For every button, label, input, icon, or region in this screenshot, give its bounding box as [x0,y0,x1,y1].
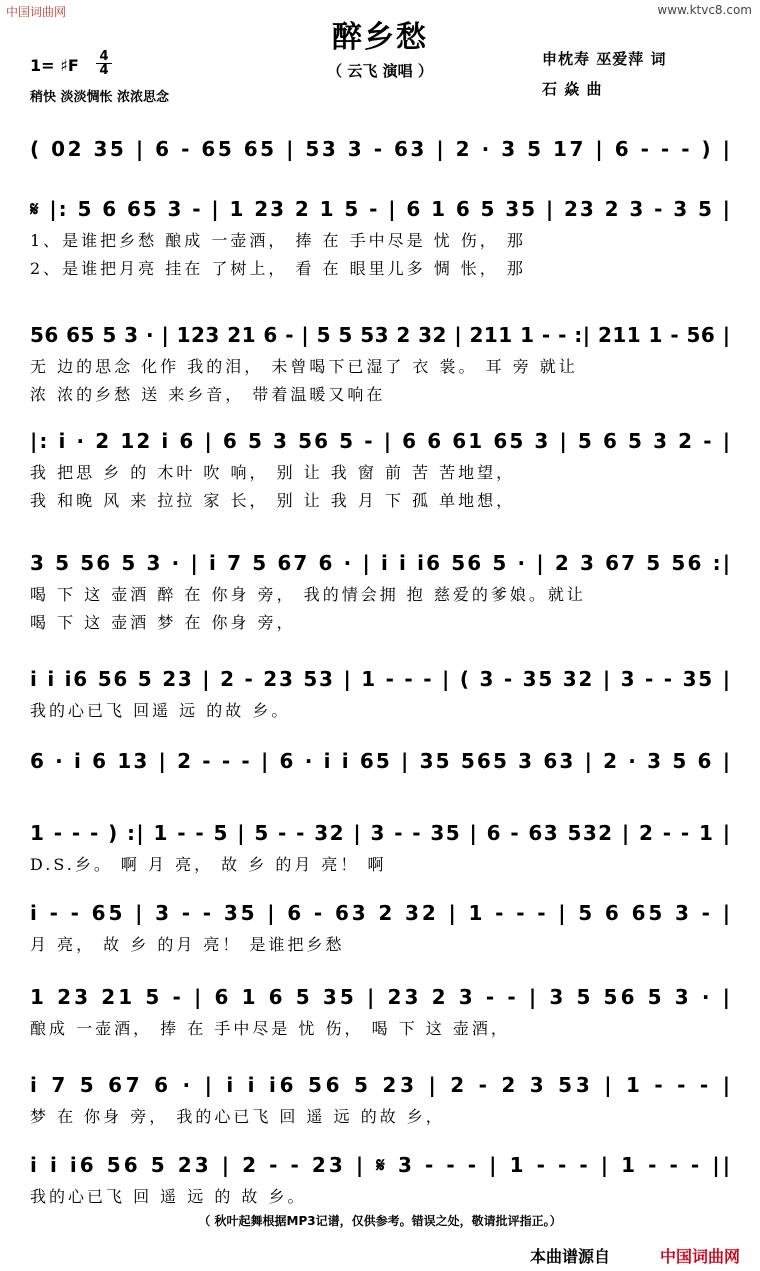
notation-row [30,424,732,458]
notation-row [30,816,732,850]
notation-row [30,318,732,352]
lyric-row: 喝 下 这 壶酒 梦 在 你身 旁， [30,613,296,632]
lyric-row: 酿成 一壶酒， 捧 在 手中尽是 忧 伤， 喝 下 这 壶酒， [30,1019,510,1038]
notation-row [30,1148,732,1182]
notation-row [30,1068,732,1102]
score-line [30,1068,732,1130]
notation-text: 1 23 21 5 - | 6 1 6 5 35 | 23 2 3 - - | 3 5 56 5 3 · | [30,985,730,1009]
time-signature-top: 4 [99,49,109,64]
notation-row [30,546,732,580]
notation-text: i - - 65 | 3 - - 35 | 6 - 63 2 32 | 1 - - - | 5 6 65 3 - | [30,901,731,925]
lyric-row: 浓 浓的乡愁 送 来乡音， 带着温暖又响在 [30,385,386,404]
notation-row [30,980,732,1014]
lyric-row: 无 边的思念 化作 我的泪， 未曾喝下已湿了 衣 裳。 耳 旁 就让 [30,357,578,376]
notation-text: i 7 5 67 6 · | i i i6 56 5 23 | 2 - 2 3 53 | 1 - - - | [30,1073,731,1097]
score-line [30,662,732,724]
notation-row [30,662,732,696]
composer-credit: 石 焱 曲 [542,80,603,98]
notation-text: ( 02 35 | 6 - 65 65 | 53 3 - 63 | 2 · 3 5 17 | 6 - - - ) | [30,137,730,161]
notation-text: i i i6 56 5 23 | 2 - 23 53 | 1 - - - | ( 3 - 35 32 | 3 - - 35 | [30,667,731,691]
notation-text: 56 65 5 3 · | 123 21 6 - | 5 5 53 2 32 | 211 1 - - :| 211 1 - 56 | [30,323,730,347]
notation-text: 𝄋 |: 5 6 65 3 - | 1 23 2 1 5 - | 6 1 6 5 35 | 23 2 3 - 3 5 | [30,197,730,221]
notation-text: 1 - - - ) :| 1 - - 5 | 5 - - 32 | 3 - - 35 | 6 - 63 532 | 2 - - 1 | [30,821,730,845]
score-line [30,896,732,958]
score-line [30,744,732,778]
score-line [30,424,732,514]
tempo-marking: 稍快 淡淡惆怅 浓浓思念 [30,90,170,105]
notation-text: 3 5 56 5 3 · | i 7 5 67 6 · | i i i6 56 5 · | 2 3 67 5 56 :| [30,551,731,575]
score-line [30,1148,732,1210]
source-label: 本曲谱源自 [529,1247,610,1266]
lyric-row: 2、是谁把月亮 挂在 了树上， 看 在 眼里儿多 惆 怅， 那 [30,259,526,278]
notation-row [30,744,732,778]
notation-text: i i i6 56 5 23 | 2 - - 23 | 𝄋 3 - - - | 1 - - - | 1 - - - || [30,1153,731,1177]
score-line [30,980,732,1042]
lyric-row: 喝 下 这 壶酒 醉 在 你身 旁， 我的情会拥 抱 慈爱的爹娘。就让 [30,585,586,604]
lyric-row: 我的心已飞 回 遥 远 的 故 乡。 [30,1187,307,1206]
watermark-right: www.ktvc8.com [657,3,752,17]
singer-credit: （ 云飞 演唱 ） [327,62,433,80]
time-signature [96,50,112,77]
time-signature-bottom: 4 [96,63,112,77]
score-line [30,546,732,636]
score-line [30,816,732,878]
notation-text: 6 · i 6 13 | 2 - - - | 6 · i i 65 | 35 565 3 63 | 2 · 3 5 6 | [30,749,731,773]
watermark-left: 中国词曲网 [6,5,67,19]
notation-row [30,132,732,166]
score-line [30,192,732,282]
lyric-row: 梦 在 你身 旁， 我的心已飞 回 遥 远 的故 乡， [30,1107,445,1126]
brand-name: 中国词曲网 [659,1247,740,1266]
notation-text: |: i · 2 12 i 6 | 6 5 3 56 5 - | 6 6 61 65 3 | 5 6 5 3 2 - | [30,429,730,453]
key-signature: 1= ♯F [30,56,79,75]
lyric-row: 我 和晚 风 来 拉拉 家 长， 别 让 我 月 下 孤 单地想， [30,491,516,510]
footnote: （ 秋叶起舞根据MP3记谱，仅供参考。错误之处，敬请批评指正。） [198,1214,562,1228]
notation-row [30,192,732,226]
lyric-row: 我 把思 乡 的 木叶 吹 响， 别 让 我 窗 前 苦 苦地望， [30,463,516,482]
score-line [30,318,732,408]
lyric-row: 月 亮， 故 乡 的月 亮！ 是谁把乡愁 [30,935,345,954]
lyric-row: D.S.乡。 啊 月 亮， 故 乡 的月 亮！ 啊 [30,855,387,874]
lyric-row: 1、是谁把乡愁 酿成 一壶酒， 捧 在 手中尽是 忧 伤， 那 [30,231,526,250]
lyric-row: 我的心已飞 回遥 远 的故 乡。 [30,701,291,720]
song-title: 醉乡愁 [332,20,428,55]
score-line [30,132,732,166]
notation-row [30,896,732,930]
lyricist-credit: 申枕寿 巫爱萍 词 [542,50,667,68]
